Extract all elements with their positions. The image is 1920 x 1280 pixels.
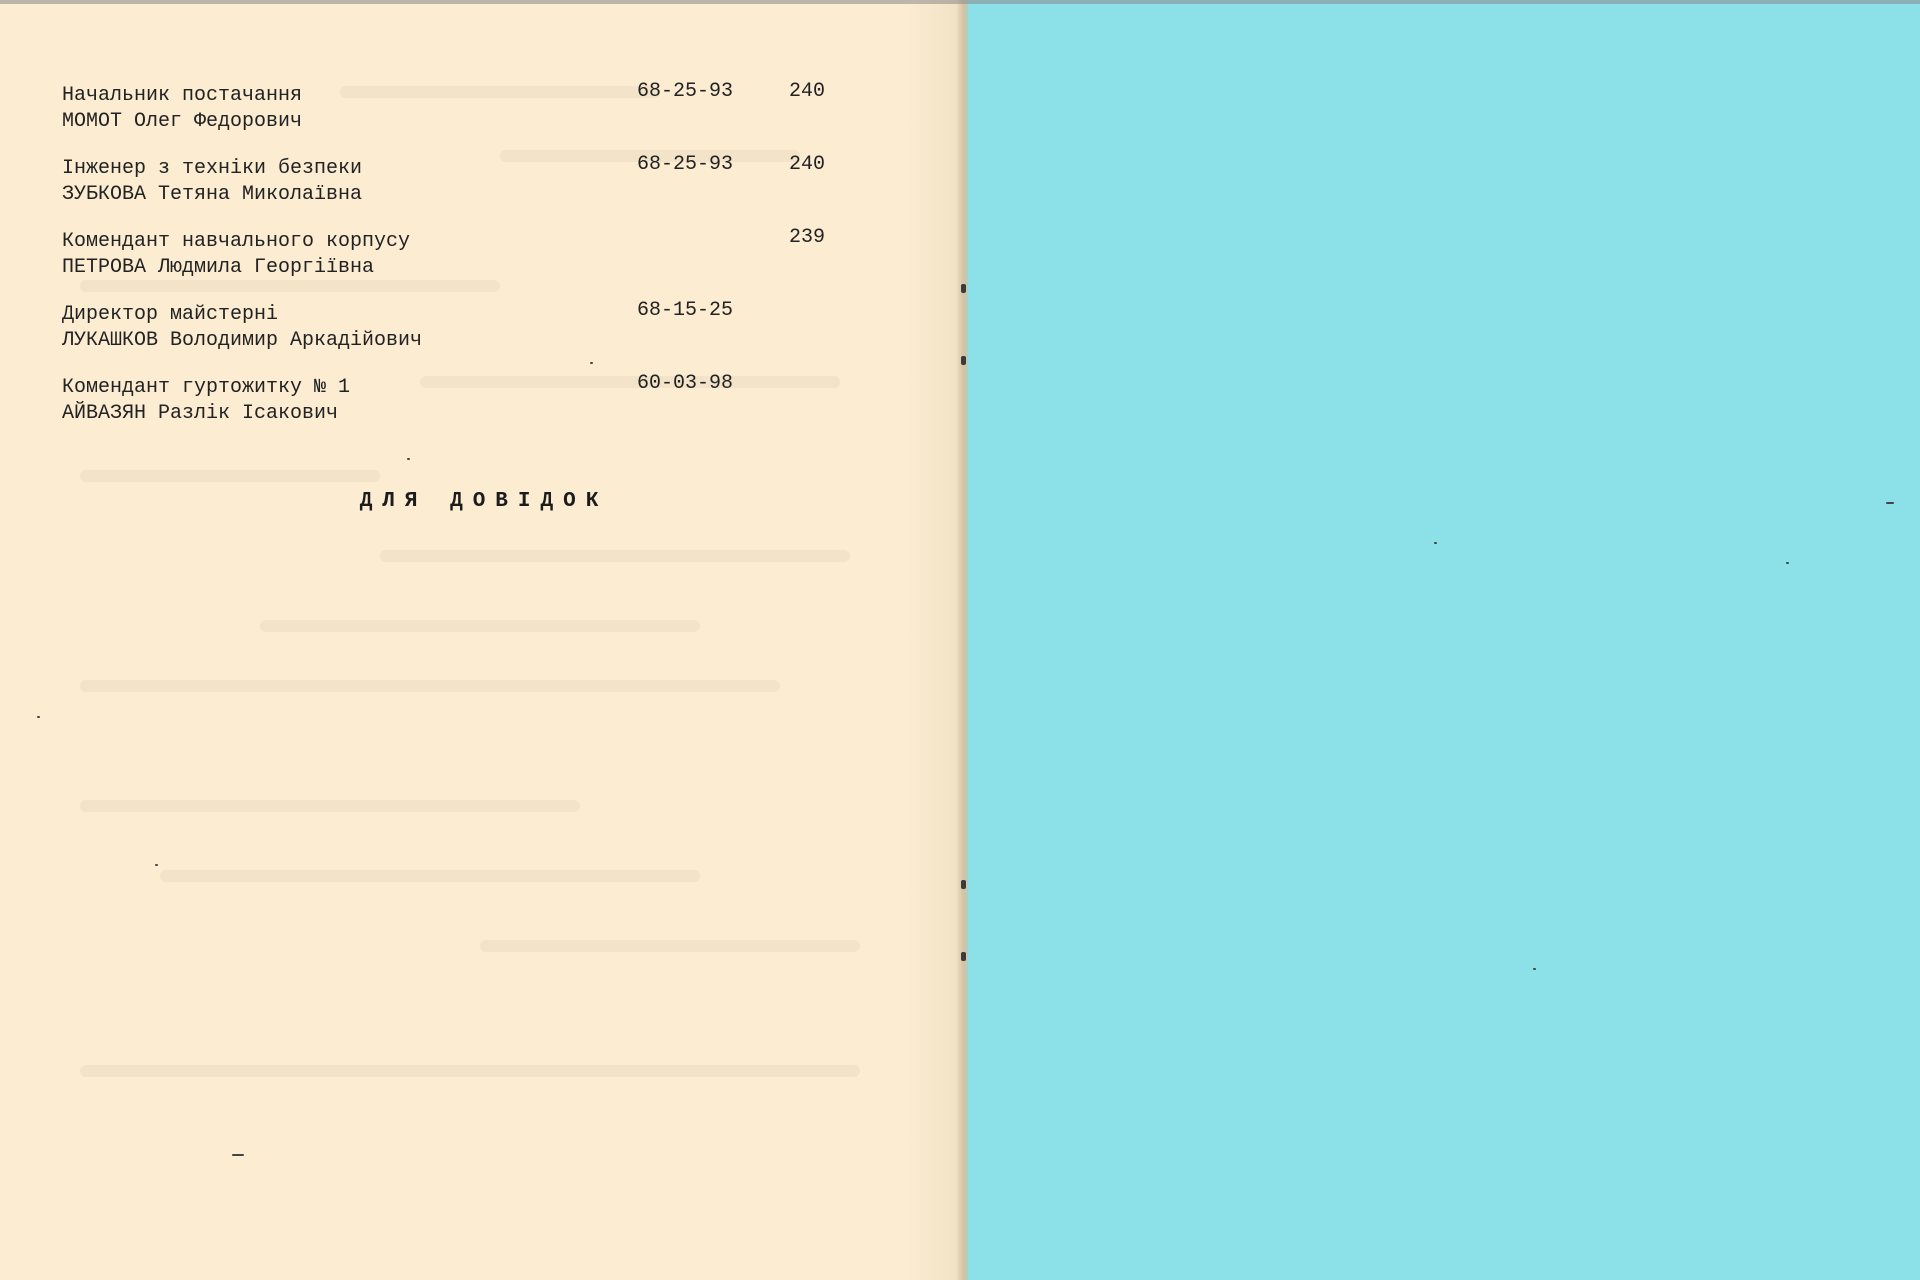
entry-person: ПЕТРОВА Людмила Георгіївна: [62, 256, 375, 279]
ink-speck: [590, 362, 593, 364]
entry-person: МОМОТ Олег Федорович: [62, 110, 303, 133]
ink-speck: [37, 716, 40, 718]
directory-entry: [62, 372, 862, 427]
entry-person: ЛУКАШКОВ Володимир Аркадійович: [62, 329, 423, 352]
entry-phone: 68-25-93: [637, 153, 734, 176]
directory-entry: [62, 299, 862, 354]
directory-entry: [62, 153, 862, 208]
entry-role: Комендант гуртожитку № 1: [62, 376, 351, 399]
staple: [961, 880, 966, 889]
ink-speck: [232, 1154, 244, 1156]
entry-extension: 240: [789, 80, 826, 103]
entry-person: АЙВАЗЯН Разлік Ісакович: [62, 402, 339, 425]
directory-entry: [62, 80, 862, 135]
directory-entry: [62, 226, 862, 281]
entry-extension: 240: [789, 153, 826, 176]
entry-person: ЗУБКОВА Тетяна Миколаївна: [62, 183, 363, 206]
staple: [961, 356, 966, 365]
section-heading: ДЛЯ ДОВІДОК: [359, 490, 609, 513]
entry-role: Комендант навчального корпусу: [62, 230, 411, 253]
entry-role: Директор майстерні: [62, 303, 279, 326]
entry-phone: 68-15-25: [637, 299, 734, 322]
ink-speck: [1434, 542, 1437, 544]
right-page-cover: [968, 0, 1920, 1280]
ink-speck: [155, 864, 158, 866]
staple: [961, 284, 966, 293]
page-top-edge: [0, 0, 1920, 4]
ink-speck: [1533, 968, 1536, 970]
entry-extension: 239: [789, 226, 826, 249]
ink-speck: [1886, 502, 1894, 504]
ink-speck: [1786, 562, 1789, 564]
ink-speck: [407, 458, 410, 460]
staple: [961, 952, 966, 961]
entry-role: Інженер з техніки безпеки: [62, 157, 363, 180]
entry-phone: 68-25-93: [637, 80, 734, 103]
entry-role: Начальник постачання: [62, 84, 303, 107]
entry-phone: 60-03-98: [637, 372, 734, 395]
